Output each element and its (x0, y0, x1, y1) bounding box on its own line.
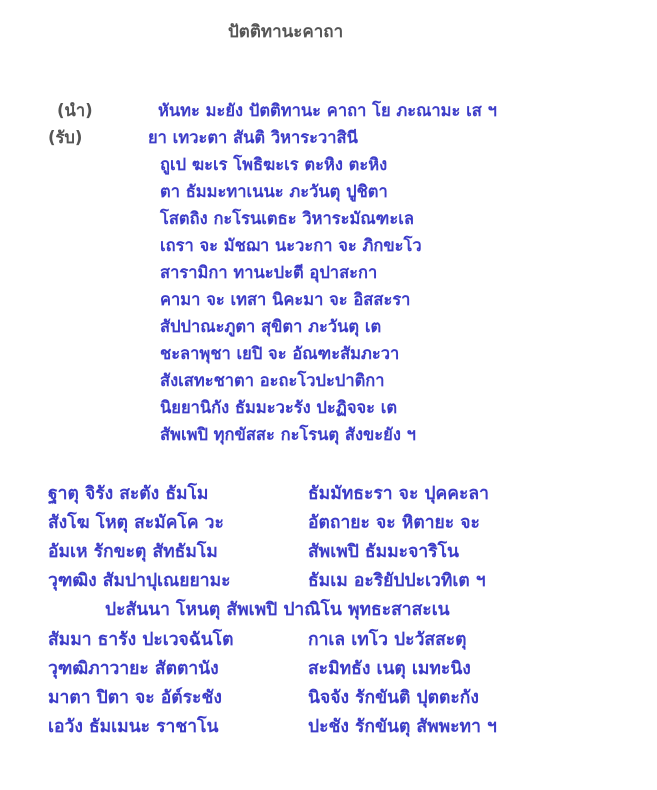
verse-right: สะมิทธัง เนตุ เมทะนิง (308, 659, 471, 679)
verse-right: สัพเพปิ ธัมมะจาริโน (308, 542, 459, 562)
verse-right: ปะชัง รักขันตุ สัพพะทา ฯ (308, 717, 497, 737)
intro-line: สังเสทะชาตา อะถะโวปะปาติกา (160, 371, 385, 390)
intro-line: นิยยานิกัง ธัมมะวะรัง ปะฏิจจะ เต (160, 398, 398, 417)
centered-verse: ปะสันนา โหนตุ สัพเพปิ ปาณิโน พุทธะสาสะเน (105, 600, 450, 620)
verse-right: ธัมมัทธะรา จะ ปุคคะลา (308, 484, 489, 504)
intro-line: เถรา จะ มัชฌา นะวะกา จะ ภิกขะโว (160, 236, 422, 255)
verse-left: มาตา ปิตา จะ อัต์ระชัง (48, 688, 222, 708)
page-title: ปัตติทานะคาถา (228, 22, 344, 42)
lead-label: (นำ) (57, 101, 93, 120)
intro-line: สัพเพปิ ทุกขัสสะ กะโรนตุ สังขะยัง ฯ (160, 425, 416, 444)
verse-right: ธัมเม อะริยัปปะเวทิเต ฯ (308, 571, 486, 591)
verse-left: วุฑฒิภาวายะ สัตตานัง (48, 659, 219, 679)
intro-line: โสตถิง กะโรนเตธะ วิหาระมัณฑะเล (160, 209, 414, 228)
intro-line: ชะลาพุชา เยปิ จะ อัณฑะสัมภะวา (160, 344, 400, 363)
verse-left: สัมมา ธารัง ปะเวจฉันโต (48, 630, 234, 650)
verse-left: ฐาตุ จิรัง สะตัง ธัมโม (48, 484, 209, 504)
intro-line: สัปปาณะภูตา สุขิตา ภะวันตุ เต (160, 317, 382, 336)
verse-right: นิจจัง รักขันติ ปุตตะกัง (308, 688, 479, 708)
response-first-line: ยา เทวะตา สันติ วิหาระวาสินี (148, 128, 358, 147)
verse-right: กาเล เทโว ปะวัสสะตุ (308, 630, 467, 650)
lead-text: หันทะ มะยัง ปัตติทานะ คาถา โย ภะณามะ เส ฯ (158, 101, 497, 120)
response-label: (รับ) (48, 128, 83, 147)
intro-line: คามา จะ เทสา นิคะมา จะ อิสสะรา (160, 290, 411, 309)
verse-right: อัตถายะ จะ หิตายะ จะ (308, 513, 480, 533)
intro-line: สารามิกา ทานะปะตี อุปาสะกา (160, 263, 378, 282)
verse-left: อัมเห รักขะตุ สัทธัมโม (48, 542, 218, 562)
intro-line: ตา ธัมมะทาเนนะ ภะวันตุ ปูชิตา (160, 182, 388, 201)
verse-left: สังโฆ โหตุ สะมัคโค วะ (48, 513, 224, 533)
intro-line: ถูเป ฆะเร โพธิฆะเร ตะหิง ตะหิง (160, 155, 388, 174)
verse-left: เอวัง ธัมเมนะ ราชาโน (48, 717, 219, 737)
verse-left: วุฑฒิง สัมปาปุเณยยามะ (48, 571, 231, 591)
